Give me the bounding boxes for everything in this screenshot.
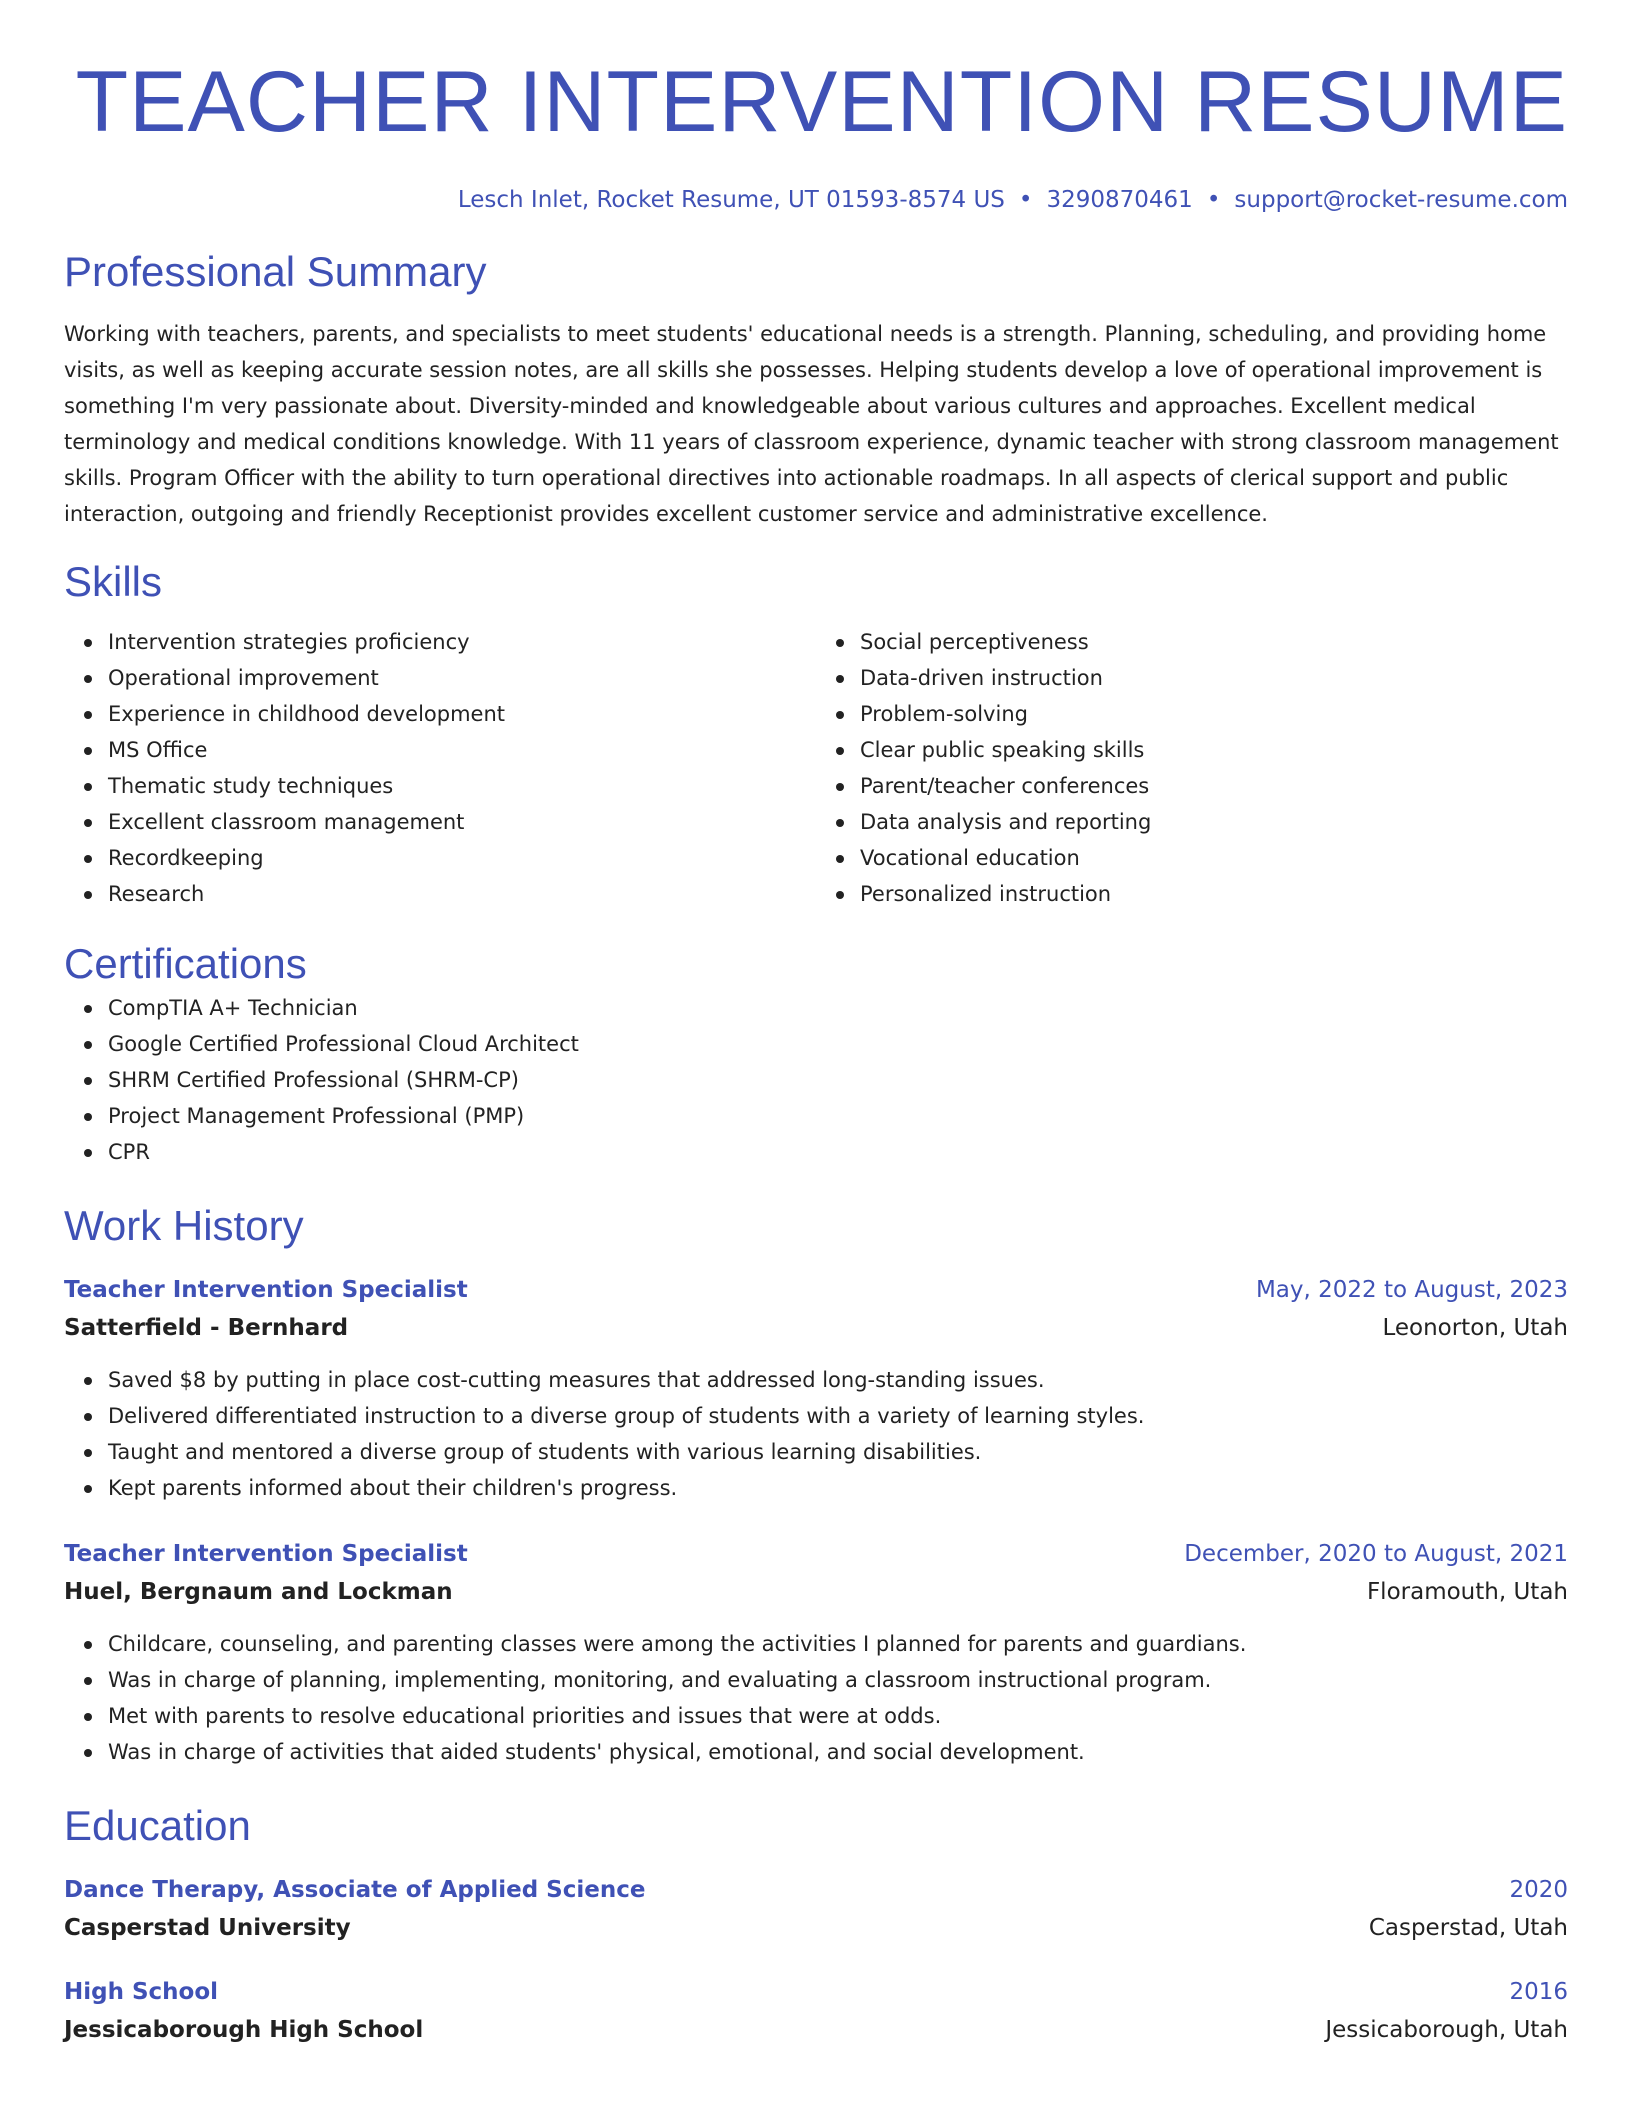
job-header-row [64, 1536, 1568, 1572]
resume-title: TEACHER INTERVENTION RESUME [75, 54, 1568, 150]
skills-list-left [64, 624, 816, 912]
job-entry [64, 1536, 1568, 1770]
job-org-row [64, 1572, 1568, 1612]
skill-item: Parent/teacher conferences [860, 768, 1568, 804]
job-bullet: Childcare, counseling, and parenting classes were among the activities I planned for parents and guardians. [108, 1626, 1568, 1662]
summary-text: Working with teachers, parents, and specialists to meet students' educational needs is a strength. Planning, scheduling, and providing home visits, as well as keeping accurate session notes, are all skills she possesses. Helping students develop a love of operational improvement is something I'm very passionate about. Diversity-minded and knowledgeable about various cultures and approaches. Excellent medical terminology and medical conditions knowledge. With 11 years of classroom experience, dynamic teacher with strong classroom management skills. Program Officer with the ability to turn operational directives into actionable roadmaps. In all aspects of clerical support and public interaction, outgoing and friendly Receptionist provides excellent customer service and administrative excellence. [64, 322, 1559, 526]
skill-item: Excellent classroom management [108, 804, 816, 840]
work-history-heading: Work History [64, 1202, 304, 1249]
education-degree: High School [64, 1979, 219, 2005]
skill-item: Data-driven instruction [860, 660, 1568, 696]
job-bullet: Taught and mentored a diverse group of students with various learning disabilities. [108, 1434, 1568, 1470]
contact-line [64, 184, 1568, 216]
job-location: Floramouth, Utah [1366, 1579, 1568, 1605]
job-bullets [64, 1362, 1568, 1506]
summary-heading: Professional Summary [64, 248, 487, 295]
education-entry [64, 1974, 1568, 2050]
contact-separator: • [1206, 187, 1221, 213]
certification-item: CPR [108, 1134, 1568, 1170]
education-school: Jessicaborough High School [64, 2017, 424, 2043]
job-company: Huel, Bergnaum and Lockman [64, 1579, 453, 1605]
contact-email[interactable]: support@rocket-resume.com [1234, 187, 1568, 213]
skill-item: Data analysis and reporting [860, 804, 1568, 840]
job-dates: December, 2020 to August, 2021 [1184, 1541, 1568, 1567]
contact-address: Lesch Inlet, Rocket Resume, UT 01593-8574 US [457, 187, 1005, 213]
education-year: 2020 [1509, 1877, 1568, 1903]
skill-item: Operational improvement [108, 660, 816, 696]
job-dates: May, 2022 to August, 2023 [1255, 1277, 1568, 1303]
skill-item: Intervention strategies proficiency [108, 624, 816, 660]
education-location: Casperstad, Utah [1368, 1915, 1568, 1941]
skill-item: Vocational education [860, 840, 1568, 876]
job-entry [64, 1272, 1568, 1506]
certification-item: Google Certified Professional Cloud Architect [108, 1026, 1568, 1062]
certifications-heading: Certifications [64, 940, 307, 987]
skill-item: Problem-solving [860, 696, 1568, 732]
education-school: Casperstad University [64, 1915, 351, 1941]
skill-item: MS Office [108, 732, 816, 768]
job-bullet: Met with parents to resolve educational priorities and issues that were at odds. [108, 1698, 1568, 1734]
skill-item: Research [108, 876, 816, 912]
job-bullet: Was in charge of activities that aided students' physical, emotional, and social development. [108, 1734, 1568, 1770]
skill-item: Thematic study techniques [108, 768, 816, 804]
education-heading: Education [64, 1802, 251, 1849]
skill-item: Clear public speaking skills [860, 732, 1568, 768]
skill-item: Recordkeeping [108, 840, 816, 876]
skills-columns [64, 624, 1568, 912]
job-bullet: Was in charge of planning, implementing, monitoring, and evaluating a classroom instructional program. [108, 1662, 1568, 1698]
certification-item: SHRM Certified Professional (SHRM-CP) [108, 1062, 1568, 1098]
job-title: Teacher Intervention Specialist [64, 1277, 468, 1303]
skill-item: Experience in childhood development [108, 696, 816, 732]
job-bullets [64, 1626, 1568, 1770]
contact-phone[interactable]: 3290870461 [1046, 187, 1193, 213]
certifications-list [64, 990, 1568, 1170]
contact-separator: • [1018, 187, 1033, 213]
education-entry [64, 1872, 1568, 1948]
job-company: Satterfield - Bernhard [64, 1315, 349, 1341]
job-title: Teacher Intervention Specialist [64, 1541, 468, 1567]
job-location: Leonorton, Utah [1382, 1315, 1568, 1341]
job-bullet: Delivered differentiated instruction to a diverse group of students with a variety of learning styles. [108, 1398, 1568, 1434]
education-degree: Dance Therapy, Associate of Applied Science [64, 1877, 646, 1903]
skills-heading: Skills [64, 558, 163, 605]
skill-item: Social perceptiveness [860, 624, 1568, 660]
skill-item: Personalized instruction [860, 876, 1568, 912]
education-year: 2016 [1509, 1979, 1568, 2005]
job-header-row [64, 1272, 1568, 1308]
education-header-row [64, 1974, 1568, 2010]
skills-list-right [816, 624, 1568, 912]
education-school-row [64, 2010, 1568, 2050]
education-location: Jessicaborough, Utah [1325, 2017, 1568, 2043]
education-header-row [64, 1872, 1568, 1908]
certification-item: Project Management Professional (PMP) [108, 1098, 1568, 1134]
job-bullet: Kept parents informed about their children's progress. [108, 1470, 1568, 1506]
resume-page [64, 0, 1568, 2050]
certification-item: CompTIA A+ Technician [108, 990, 1568, 1026]
job-bullet: Saved $8 by putting in place cost-cutting measures that addressed long-standing issues. [108, 1362, 1568, 1398]
education-school-row [64, 1908, 1568, 1948]
job-org-row [64, 1308, 1568, 1348]
